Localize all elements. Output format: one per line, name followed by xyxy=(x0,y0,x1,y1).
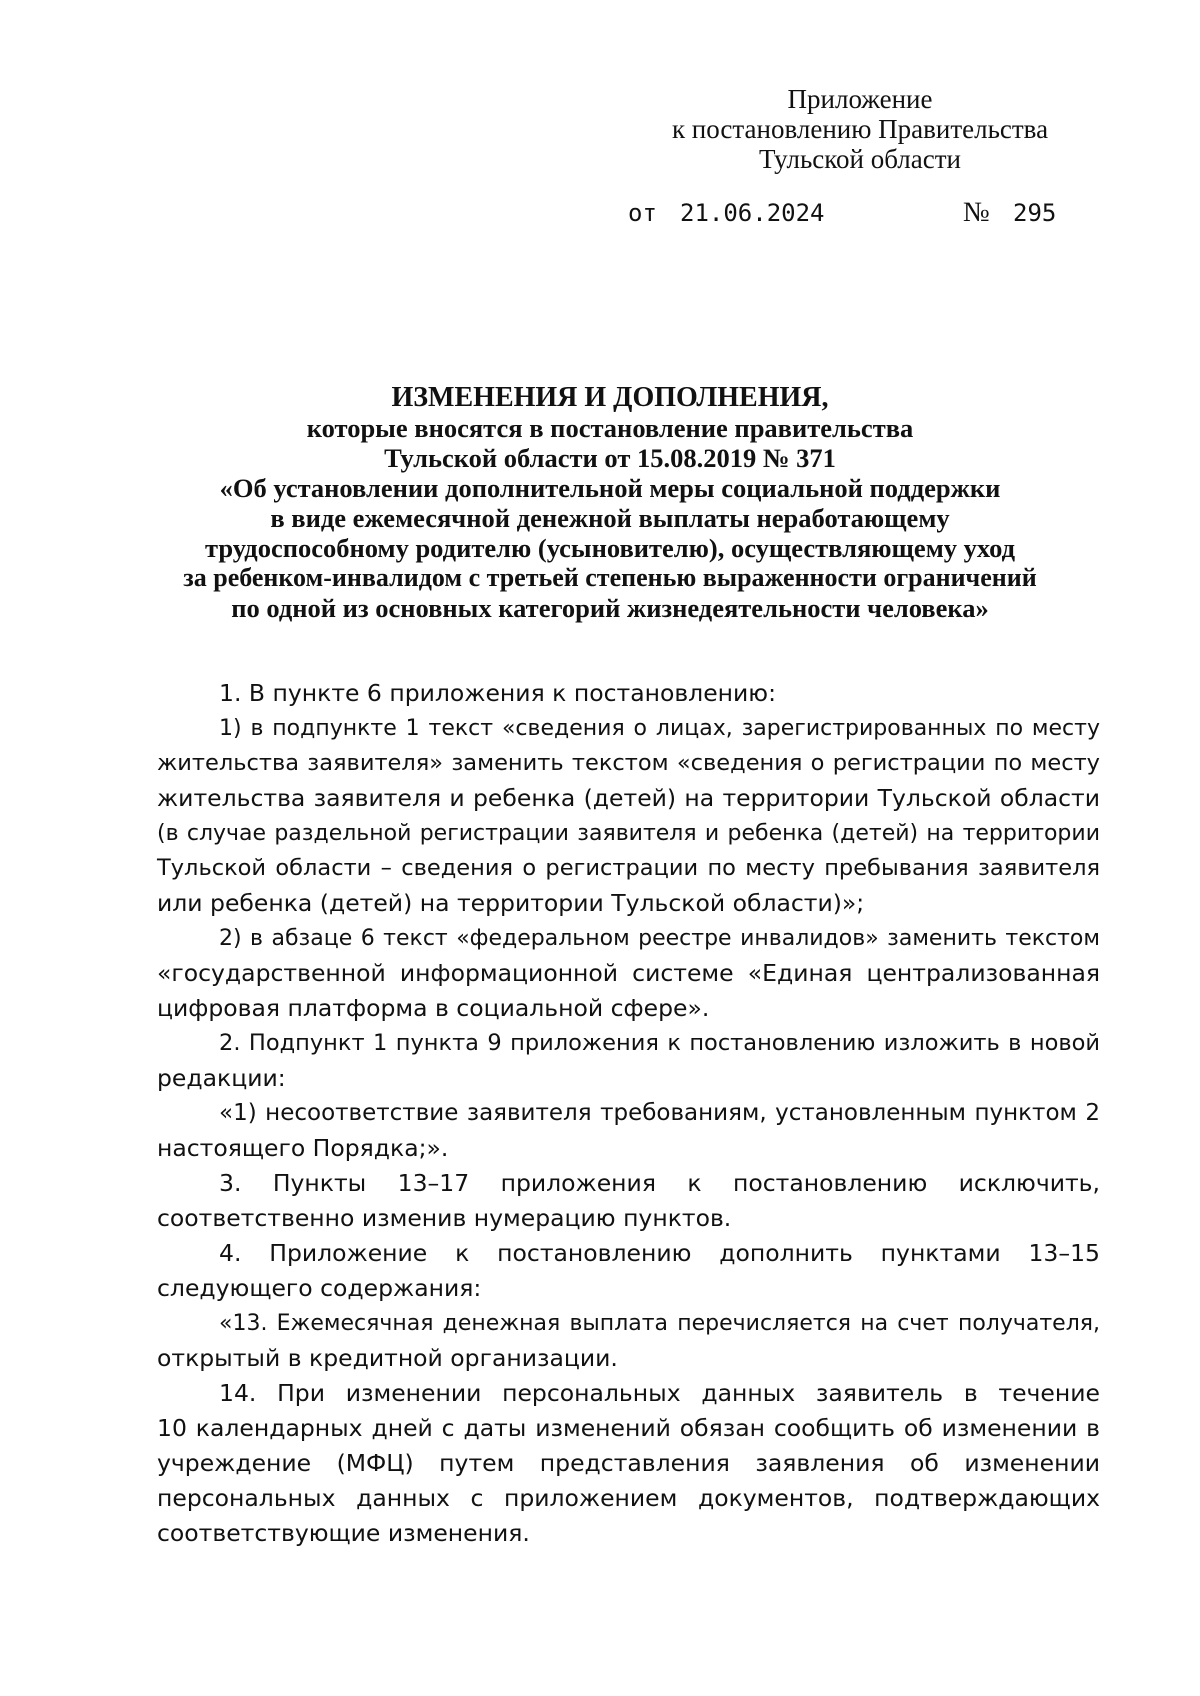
document-body xyxy=(157,676,1100,1551)
heading-line: Тульской области от 15.08.2019 № 371 xyxy=(384,443,836,473)
paragraph-line: 14. При изменении персональных данных заявитель в течение xyxy=(219,1379,1100,1407)
paragraph-line: Тульской области – сведения о регистрации по месту пребывания заявителя xyxy=(157,855,1100,881)
paragraph-6 xyxy=(157,1166,1100,1236)
paragraph-line: следующего содержания: xyxy=(157,1274,482,1302)
paragraph-line: жительства заявителя» заменить текстом «сведения о регистрации по месту xyxy=(157,750,1100,776)
paragraph-2 xyxy=(157,711,1100,921)
number-sign-label: № xyxy=(963,197,990,228)
heading-line: «Об установлении дополнительной меры социальной поддержки xyxy=(219,473,1001,503)
paragraph-line: соответствующие изменения. xyxy=(157,1519,530,1547)
paragraph-line: «13. Ежемесячная денежная выплата перечисляется на счет получателя, xyxy=(219,1311,1100,1336)
paragraph-line: 1. В пункте 6 приложения к постановлению: xyxy=(219,679,777,707)
heading-line: в виде ежемесячной денежной выплаты неработающему xyxy=(270,503,950,533)
paragraph-9 xyxy=(157,1376,1100,1551)
paragraph-line: (в случае раздельной регистрации заявителя и ребенка (детей) на территории xyxy=(157,821,1100,846)
paragraph-line: «государственной информационной системе «Единая централизованная xyxy=(157,959,1100,987)
paragraph-7 xyxy=(157,1236,1100,1306)
paragraph-1 xyxy=(157,676,1100,711)
paragraph-line: редакции: xyxy=(157,1064,286,1092)
paragraph-line: цифровая платформа в социальной сфере». xyxy=(157,994,710,1022)
attachment-header xyxy=(600,84,1120,174)
paragraph-line: 3. Пункты 13–17 приложения к постановлению исключить, xyxy=(219,1169,1100,1197)
paragraph-line: или ребенка (детей) на территории Тульской области)»; xyxy=(157,889,865,917)
document-number: 295 xyxy=(1013,199,1057,227)
paragraph-line: 4. Приложение к постановлению дополнить пунктами 13–15 xyxy=(219,1239,1100,1267)
paragraph-line: «1) несоответствие заявителя требованиям, установленным пунктом 2 xyxy=(219,1100,1100,1126)
attachment-line-1: Приложение xyxy=(787,84,933,114)
paragraph-line: 1) в подпункте 1 текст «сведения о лицах, зарегистрированных по месту xyxy=(219,716,1100,741)
attachment-line-3: Тульской области xyxy=(759,144,961,174)
paragraph-5 xyxy=(157,1096,1100,1166)
paragraph-line: настоящего Порядка;». xyxy=(157,1134,449,1162)
paragraph-line: 2) в абзаце 6 текст «федеральном реестре инвалидов» заменить текстом xyxy=(219,926,1100,951)
paragraph-line: жительства заявителя и ребенка (детей) на территории Тульской области xyxy=(157,784,1100,812)
attachment-line-2: к постановлению Правительства xyxy=(671,114,1049,144)
paragraph-3 xyxy=(157,921,1100,1026)
paragraph-8 xyxy=(157,1306,1100,1376)
paragraph-4 xyxy=(157,1026,1100,1096)
paragraph-line: 2. Подпункт 1 пункта 9 приложения к постановлению изложить в новой xyxy=(219,1030,1100,1056)
paragraph-line: открытый в кредитной организации. xyxy=(157,1344,618,1372)
heading-title: ИЗМЕНЕНИЯ И ДОПОЛНЕНИЯ, xyxy=(391,382,829,413)
paragraph-line: персональных данных с приложением документов, подтверждающих xyxy=(157,1484,1100,1512)
paragraph-line: 10 календарных дней с даты изменений обязан сообщить об изменении в xyxy=(157,1414,1100,1442)
heading-line: которые вносятся в постановление правительства xyxy=(306,413,914,443)
document-heading xyxy=(180,383,1040,623)
paragraph-line: учреждение (МФЦ) путем представления заявления об изменении xyxy=(157,1449,1100,1477)
heading-line: трудоспособному родителю (усыновителю), осуществляющему уход xyxy=(205,533,1015,563)
heading-line: по одной из основных категорий жизнедеятельности человека» xyxy=(231,593,989,623)
date-from-label: от xyxy=(628,199,657,227)
paragraph-line: соответственно изменив нумерацию пунктов. xyxy=(157,1204,732,1232)
document-date: 21.06.2024 xyxy=(680,199,825,227)
heading-line: за ребенком-инвалидом с третьей степенью выраженности ограничений xyxy=(183,563,1037,592)
